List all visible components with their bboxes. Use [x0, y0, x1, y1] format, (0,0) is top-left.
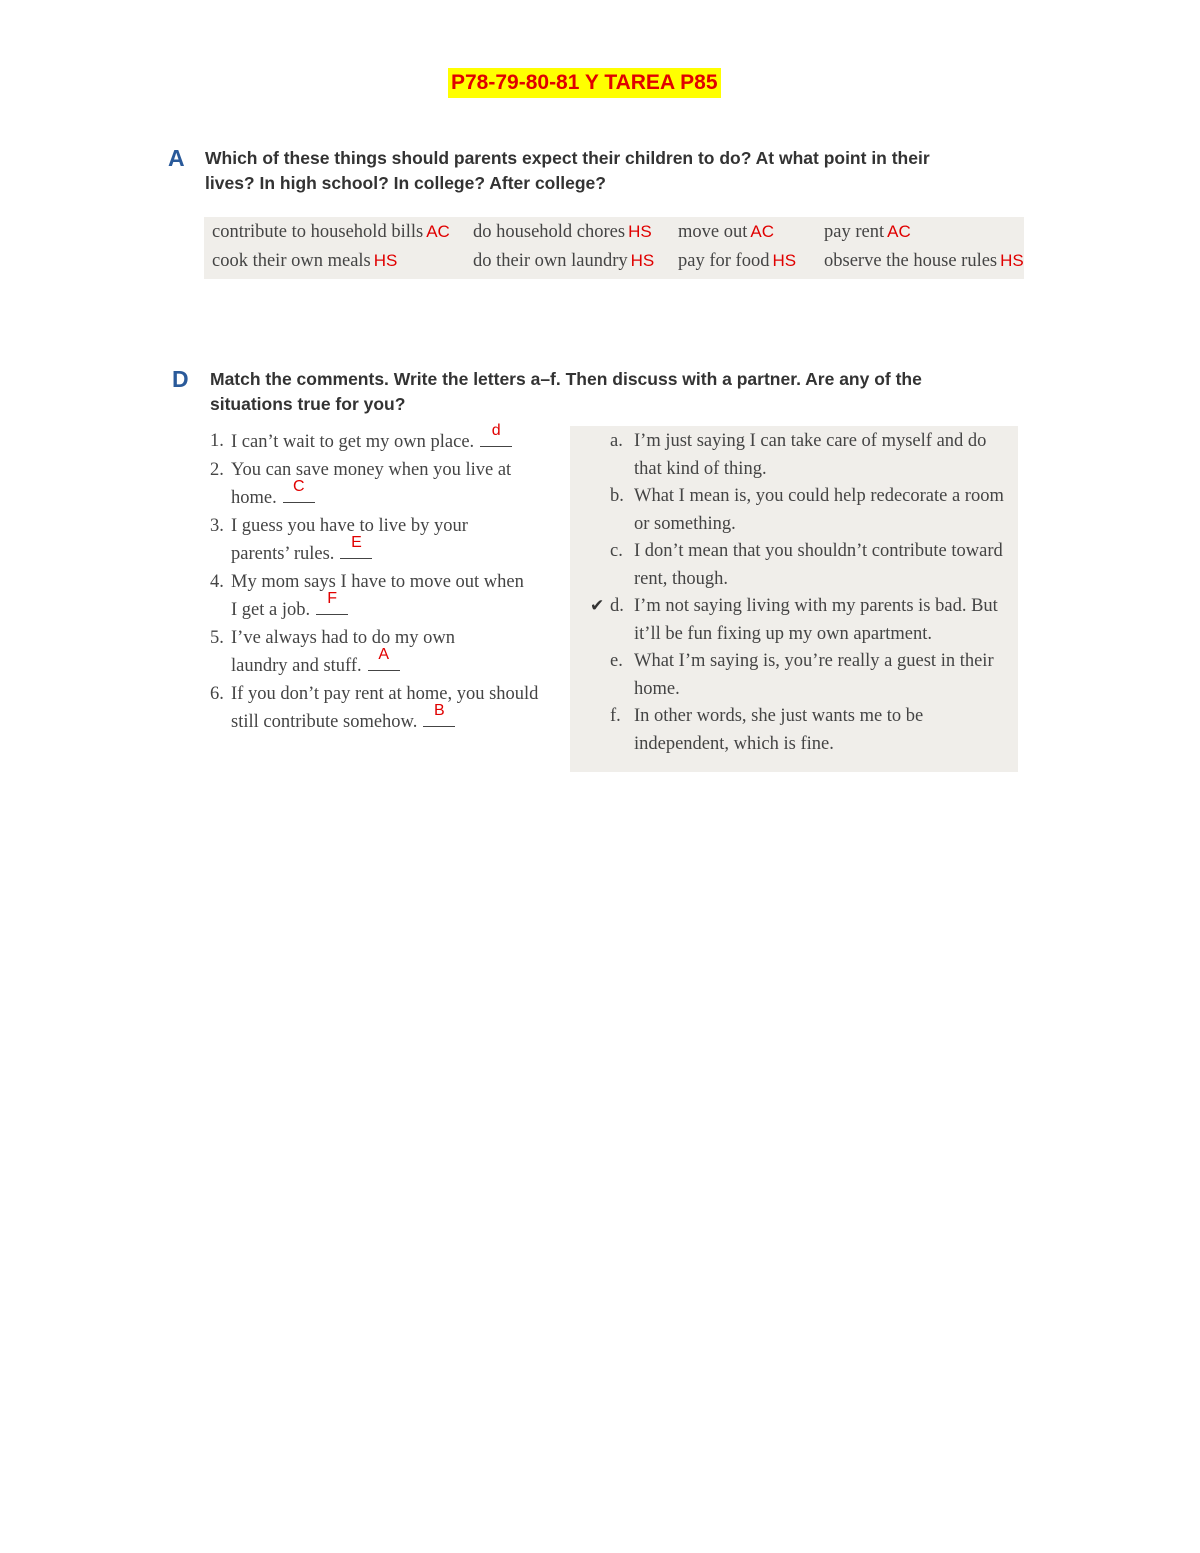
word-item: do household chores HS: [473, 222, 652, 242]
section-d-prompt-line2: situations true for you?: [210, 394, 406, 414]
option-item: f. In other words, she just wants me to be independent, which is fine.: [610, 706, 924, 754]
option-item: c. I don’t mean that you shouldn’t contribute toward rent, though.: [610, 541, 1003, 589]
page-title: P78-79-80-81 Y TAREA P85: [448, 68, 721, 98]
section-a-letter: A: [168, 145, 185, 171]
word-tag: AC: [750, 222, 774, 241]
answer-letter: d: [491, 422, 501, 439]
answer-blank[interactable]: [283, 478, 315, 503]
answer-letter: A: [378, 646, 390, 663]
word-tag: AC: [426, 222, 450, 241]
comment-item: 5. I’ve always had to do my own laundry and stuff. A: [210, 627, 456, 676]
answer-blank[interactable]: [340, 534, 372, 559]
answer-blank[interactable]: [480, 422, 512, 447]
option-item: b. What I mean is, you could help redecorate a room or something.: [610, 486, 1004, 534]
word-item: pay rent AC: [824, 222, 911, 242]
answer-blank[interactable]: [316, 590, 348, 615]
comment-item: 3. I guess you have to live by your parents’ rules. E: [210, 515, 468, 564]
section-a-prompt-line2: lives? In high school? In college? After college?: [205, 173, 606, 193]
options-box: [570, 426, 1018, 772]
word-item: move out AC: [678, 222, 774, 242]
comment-item: 2. You can save money when you live at home. C: [210, 459, 512, 508]
word-tag: HS: [772, 251, 797, 270]
checkmark-icon: ✔: [590, 596, 605, 616]
word-item: contribute to household bills AC: [212, 222, 450, 242]
answer-blank[interactable]: [423, 702, 455, 727]
word-item: observe the house rules HS: [824, 251, 1024, 271]
answer-letter: B: [434, 702, 445, 719]
word-tag: HS: [373, 251, 398, 270]
answer-letter: E: [351, 534, 362, 551]
section-a-prompt-line1: Which of these things should parents expect their children to do? At what point in their: [205, 148, 930, 168]
comments-list: [210, 422, 570, 737]
option-item: a. I’m just saying I can take care of myself and do that kind of thing.: [610, 431, 987, 479]
answer-letter: C: [292, 478, 305, 495]
options-list: [590, 428, 1010, 758]
word-box: [204, 217, 1024, 279]
word-tag: HS: [628, 222, 652, 241]
answer-letter: F: [327, 590, 338, 607]
comment-item: 6. If you don’t pay rent at home, you should still contribute somehow. B: [210, 683, 539, 732]
section-d-prompt: [210, 367, 922, 417]
word-item: cook their own meals HS: [212, 251, 398, 271]
word-tag: AC: [887, 222, 911, 241]
option-item: ✔ d. I’m not saying living with my parents is bad. But it’ll be fun fixing up my own apartment.: [610, 593, 1010, 648]
section-a-prompt: [205, 146, 930, 196]
section-d-letter: D: [172, 366, 189, 392]
word-tag: HS: [1000, 251, 1024, 270]
comment-item: 4. My mom says I have to move out when I get a job. F: [210, 571, 524, 620]
option-item: e. What I’m saying is, you’re really a guest in their home.: [610, 651, 994, 699]
section-d-prompt-line1: Match the comments. Write the letters a–f. Then discuss with a partner. Are any of the: [210, 369, 922, 389]
word-tag: HS: [630, 251, 655, 270]
answer-blank[interactable]: [368, 646, 400, 671]
word-item: pay for food HS: [678, 251, 797, 271]
comment-item: 1. I can’t wait to get my own place. d: [210, 428, 570, 457]
word-item: do their own laundry HS: [473, 251, 655, 271]
